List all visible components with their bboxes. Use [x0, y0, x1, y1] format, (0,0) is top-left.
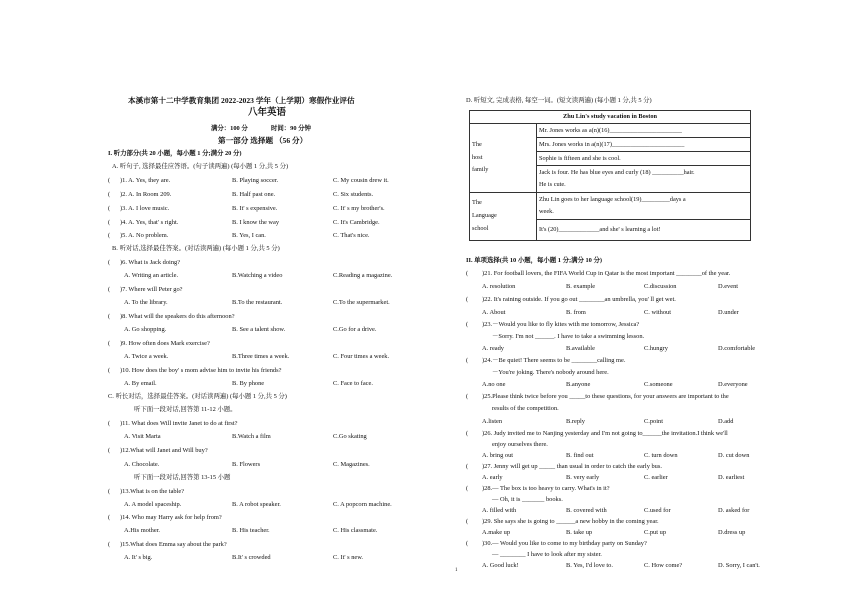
- section-a-instruction: A. 听句子, 选择最佳应答语。(句子读两遍) (每小题 1 分,共 5 分): [112, 163, 289, 170]
- question-option-a: )4. A. Yes, that' s right.: [120, 219, 179, 226]
- subject-title: 八年英语: [248, 108, 287, 118]
- section-c-subinstruction: 听下面一段对话,回答第 11-12 小题。: [134, 406, 237, 413]
- question-option-c: C.hungry: [644, 345, 668, 352]
- question-option-a: A.His mother.: [124, 527, 161, 534]
- question-option-b: B. It' s expensive.: [232, 205, 278, 212]
- question-stem: )24.－Be quiet! There seems to be ________calling me.: [482, 357, 626, 364]
- question-option-b: B.available: [566, 345, 595, 352]
- question-option-d: D.under: [718, 309, 739, 316]
- question-option-c: C. My cousin drew it.: [333, 177, 389, 184]
- question-stem: )25.Please think twice before you _____to these questions, for your answers are important to the: [482, 393, 729, 400]
- question-option-d: D. Sorry, I can't.: [718, 562, 760, 569]
- table-cell: Sophie is fifteen and she is cool.: [537, 152, 751, 166]
- question-option-b: B. Yes, I can.: [232, 232, 266, 239]
- question-stem-line2: — ________ I have to look after my sister.: [492, 551, 602, 558]
- question-option-c: C. It' s my brother's.: [333, 205, 385, 212]
- table-cell: Jack is four. He has blue eyes and curly (18) __________hair. He is cute.: [537, 166, 751, 193]
- question-stem: )27. Jenny will get up _____ than usual in order to catch the early bus.: [482, 463, 662, 470]
- question-option-b: B.Three times a week.: [232, 353, 290, 360]
- question-option-c: C.point: [644, 418, 663, 425]
- question-option-b: B. example: [566, 283, 596, 290]
- question-option-b: B.To the restaurant.: [232, 299, 283, 306]
- question-option-a: A. Chocolate.: [124, 461, 160, 468]
- table-cell: It's (20)_____________and she' s learning a lot!: [537, 219, 751, 240]
- question-option-c: C.used for: [644, 507, 671, 514]
- question-stem: )13.What is on the table?: [120, 488, 185, 495]
- question-option-b: B.reply: [566, 418, 585, 425]
- question-option-c: C.discussion: [644, 283, 677, 290]
- question-option-b: B. Playing soccer.: [232, 177, 279, 184]
- question-stem-line2: －Sorry. I'm not ______. I have to take a swimming lesson.: [492, 333, 645, 340]
- question-option-a: )3. A. I love music.: [120, 205, 170, 212]
- question-option-b: B. from: [566, 309, 586, 316]
- exam-time: 时间：90 分钟: [271, 125, 311, 132]
- table-cell: Mr. Jones works as a(n)(16)_______________________: [537, 124, 751, 138]
- question-stem: )22. It's raining outside. If you go out ________an umbrella, you' ll get wet.: [482, 296, 676, 303]
- section-d-heading: D. 听短文, 完成表格, 每空一词。(短文读两遍) (每小题 1 分,共 5 分): [466, 97, 652, 104]
- question-stem: )11. What does Will invite Janet to do at first?: [120, 420, 238, 427]
- full-score: 满分：100 分: [211, 125, 248, 132]
- question-option-c: C.someone: [644, 381, 673, 388]
- question-stem-line2: results of the competition.: [492, 405, 559, 412]
- question-option-c: C. A popcorn machine.: [333, 501, 392, 508]
- question-option-c: C.Reading a magazine.: [333, 272, 393, 279]
- page-title: 本溪市第十二中学教育集团 2022-2023 学年（上学期）寒假作业评估: [128, 96, 355, 105]
- question-option-a: A.no one: [482, 381, 506, 388]
- question-stem: )14. Who may Harry ask for help from?: [120, 514, 222, 521]
- question-stem: )9. How often does Mark exercise?: [120, 340, 210, 347]
- question-option-a: A. Twice a week.: [124, 353, 169, 360]
- question-option-b: B.anyone: [566, 381, 591, 388]
- question-stem: )23.－Would you like to fly kites with me tomorrow, Jessica?: [482, 321, 640, 328]
- listening-table: [469, 110, 751, 241]
- section-c-instruction: C. 听长对话，选择最佳答案。(对话读两遍) (每小题 1 分,共 5 分): [108, 393, 287, 400]
- question-option-b: B.Watching a video: [232, 272, 283, 279]
- section-b-instruction: B. 听对话,选择最佳答案。(对话读两遍) (每小题 1 分,共 5 分): [112, 245, 280, 252]
- question-option-b: B. A robot speaker.: [232, 501, 281, 508]
- question-option-b: B. covered with: [566, 507, 607, 514]
- question-option-a: A. A model spaceship.: [124, 501, 182, 508]
- question-option-a: A. It' s big.: [124, 554, 153, 561]
- page-number: 1: [455, 568, 458, 573]
- question-option-c: C. Six students.: [333, 191, 374, 198]
- question-option-b: B. See a talent show.: [232, 326, 286, 333]
- question-stem: )29. She says she is going to ______a new hobby in the coming year.: [482, 518, 659, 525]
- table-title: Zhu Lin's study vacation in Boston: [470, 111, 751, 124]
- question-option-a: A. early: [482, 474, 503, 481]
- question-option-c: C. Magazines.: [333, 461, 370, 468]
- question-stem: )8. What will the speakers do this afternoon?: [120, 313, 235, 320]
- question-option-a: A. About: [482, 309, 506, 316]
- section-ii-heading: II. 单项选择(共 10 小题，每小题 1 分;满分 10 分): [466, 257, 602, 264]
- question-option-a: A. bring out: [482, 452, 514, 459]
- question-stem: )30.— Would you like to come to my birthday party on Sunday?: [482, 540, 647, 547]
- question-option-d: D.dress up: [718, 529, 746, 536]
- question-option-c: C. How come?: [644, 562, 683, 569]
- question-option-a: A. ready: [482, 345, 505, 352]
- question-stem: )26. Judy invited me to Nanjing yesterday and I'm not going to______the invitation.I think we'll: [482, 430, 728, 437]
- question-option-c: C. without: [644, 309, 671, 316]
- question-option-d: D. earliest: [718, 474, 745, 481]
- question-option-a: )1. A. Yes, they are.: [120, 177, 171, 184]
- question-stem-line2: enjoy ourselves there.: [492, 441, 548, 448]
- host-family-label: The host family: [470, 124, 537, 193]
- question-option-c: C. It' s new.: [333, 554, 364, 561]
- question-option-a: A. Good luck!: [482, 562, 519, 569]
- section-i-heading: I. 听力部分(共 20 小题，每小题 1 分;满分 20 分): [108, 150, 242, 157]
- question-stem: )10. How does the boy' s mom advise him to invite his friends?: [120, 367, 282, 374]
- question-option-c: C. His classmate.: [333, 527, 378, 534]
- question-option-a: A. By email.: [124, 380, 157, 387]
- question-option-b: B. Flowers: [232, 461, 261, 468]
- question-stem: )6. What is Jack doing?: [120, 259, 181, 266]
- question-option-b: B. Yes, I'd love to.: [566, 562, 613, 569]
- question-option-a: A. Writing an article.: [124, 272, 179, 279]
- question-stem: )21. For football lovers, the FIFA World Cup in Qatar is the most important ________of the year.: [482, 270, 731, 277]
- question-option-d: D.comfortable: [718, 345, 756, 352]
- question-option-a: A. resolution: [482, 283, 516, 290]
- question-option-c: C.Go skating: [333, 433, 367, 440]
- question-option-b: B. By phone: [232, 380, 265, 387]
- question-option-b: B. His teacher.: [232, 527, 270, 534]
- question-option-d: D.event: [718, 283, 739, 290]
- language-school-label: The Language school: [470, 192, 537, 240]
- question-option-a: A.listen: [482, 418, 503, 425]
- question-stem-line2: — Oh, it is _______ books.: [492, 496, 563, 503]
- question-option-a: A. To the library.: [124, 299, 168, 306]
- question-option-b: B. Half past one.: [232, 191, 276, 198]
- question-stem: )12.What will Janet and Will buy?: [120, 447, 208, 454]
- question-option-c: C. Four times a week.: [333, 353, 390, 360]
- part-one-heading: 第一部分 选择题 （56 分）: [218, 136, 308, 145]
- question-option-b: B.It' s crowded: [232, 554, 271, 561]
- question-option-d: D.add: [718, 418, 734, 425]
- question-option-c: C.Go for a drive.: [333, 326, 377, 333]
- question-option-c: C. It's Cambridge.: [333, 219, 380, 226]
- question-option-a: )2. A. In Room 209.: [120, 191, 172, 198]
- question-option-c: C.put up: [644, 529, 667, 536]
- section-c-subinstruction: 听下面一段对话,回答第 13-15 小题: [134, 474, 231, 481]
- question-stem-line2: －You're joking. There's nobody around here.: [492, 369, 609, 376]
- question-option-d: D. asked for: [718, 507, 750, 514]
- question-stem: )7. Where will Peter go?: [120, 286, 183, 293]
- question-option-b: B. very early: [566, 474, 600, 481]
- question-option-b: B.Watch a film: [232, 433, 271, 440]
- question-option-a: A.make up: [482, 529, 511, 536]
- question-option-d: D. cut down: [718, 452, 750, 459]
- question-option-a: A. filled with: [482, 507, 517, 514]
- table-cell: Zhu Lin goes to her language school(19)_________days a week.: [537, 192, 751, 219]
- question-option-a: )5. A. No problem.: [120, 232, 169, 239]
- question-option-d: D.everyone: [718, 381, 748, 388]
- question-option-b: B. I know the way: [232, 219, 280, 226]
- question-option-a: A. Visit Marta: [124, 433, 161, 440]
- question-option-c: C. That's nice.: [333, 232, 370, 239]
- question-option-b: B. take up: [566, 529, 593, 536]
- question-option-c: C. earlier: [644, 474, 668, 481]
- question-option-c: C. Face to face.: [333, 380, 373, 387]
- question-option-c: C. turn down: [644, 452, 678, 459]
- question-stem: )28.— The box is too heavy to carry. What's in it?: [482, 485, 610, 492]
- question-option-b: B. find out: [566, 452, 594, 459]
- question-stem: )15.What does Emma say about the park?: [120, 541, 227, 548]
- question-option-c: C.To the supermarket.: [333, 299, 390, 306]
- question-option-a: A. Go shopping.: [124, 326, 167, 333]
- table-cell: Mrs. Jones works in a(n)(17)_______________________: [537, 138, 751, 152]
